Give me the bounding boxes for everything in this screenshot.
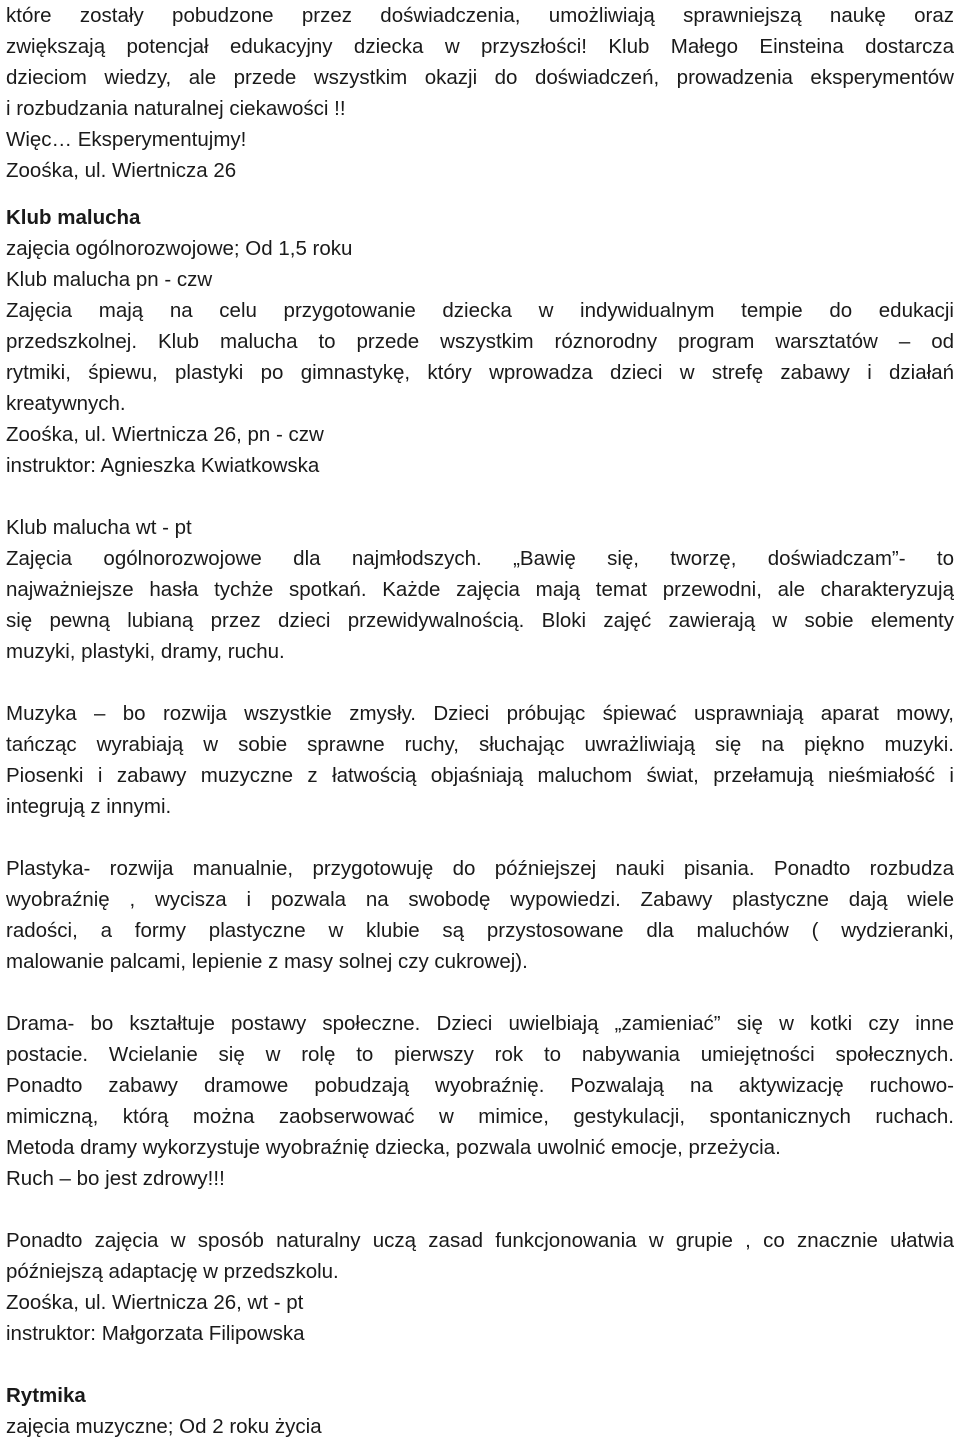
- intro-paragraph: [6, 0, 954, 186]
- location-line: Zoośka, ul. Wiertnicza 26: [6, 159, 237, 182]
- text-line: późniejszą adaptację w przedszkolu.: [6, 1260, 339, 1283]
- instructor-line: instruktor: Małgorzata Filipowska: [6, 1322, 305, 1345]
- section-subtitle: zajęcia ogólnorozwojowe; Od 1,5 roku: [6, 237, 353, 260]
- group-pn-czw: [6, 264, 954, 481]
- text-line: Ponadto zabawy dramowe pobudzają wyobraźnię. Pozwalają na aktywizację ruchowo-: [6, 1074, 954, 1097]
- section-heading-rytmika: Rytmika: [6, 1384, 86, 1407]
- text-line: mimiczną, którą można zaobserwować w mimice, gestykulacji, spontanicznych ruchach.: [6, 1105, 954, 1128]
- text-line: najważniejsze hasła tychże spotkań. Każde zajęcia mają temat przewodni, ale charakteryzują: [6, 578, 954, 601]
- group-title: Klub malucha pn - czw: [6, 268, 213, 291]
- text-line: się pewną lubianą przez dzieci przewidywalnością. Bloki zajęć zawierają w sobie elementy: [6, 609, 954, 632]
- text-line: integrują z innymi.: [6, 795, 172, 818]
- text-line: rytmiki, śpiewu, plastyki po gimnastykę, który wprowadza dzieci w strefę zabawy i działań: [6, 361, 954, 384]
- text-line: dzieciom wiedzy, ale przede wszystkim okazji do doświadczeń, prowadzenia eksperymentów: [6, 66, 954, 89]
- text-line: malowanie palcami, lepienie z masy solnej czy cukrowej).: [6, 950, 528, 973]
- location-line: Zoośka, ul. Wiertnicza 26, pn - czw: [6, 423, 324, 446]
- text-line: radości, a formy plastyczne w klubie są przystosowane dla maluchów ( wydzieranki,: [6, 919, 954, 942]
- text-line: Zajęcia ogólnorozwojowe dla najmłodszych. „Bawię się, tworzę, doświadczam”- to: [6, 547, 954, 570]
- text-line: przedszkolnej. Klub malucha to przede wszystkim róznorodny program warsztatów – od: [6, 330, 954, 353]
- text-line: Drama- bo kształtuje postawy społeczne. Dzieci uwielbiają „zamieniać” się w kotki czy inne: [6, 1012, 954, 1035]
- text-line: Zajęcia mają na celu przygotowanie dziecka w indywidualnym tempie do edukacji: [6, 299, 954, 322]
- text-line: Plastyka- rozwija manualnie, przygotowuję do późniejszej nauki pisania. Ponadto rozbudza: [6, 857, 954, 880]
- group-wt-pt: [6, 512, 954, 1349]
- text-line: Piosenki i zabawy muzyczne z łatwością objaśniają maluchom świat, przełamują nieśmiałość i: [6, 764, 954, 787]
- summary-paragraph: [6, 1225, 954, 1287]
- text-line: zwiększają potencjał edukacyjny dziecka w przyszłości! Klub Małego Einsteina dostarcza: [6, 35, 954, 58]
- text-line: kreatywnych.: [6, 392, 126, 415]
- text-line: postacie. Wcielanie się w rolę to pierwszy rok to nabywania umiejętności społecznych.: [6, 1043, 954, 1066]
- group-title: Klub malucha wt - pt: [6, 516, 192, 539]
- muzyka-paragraph: [6, 698, 954, 822]
- section-subtitle: zajęcia muzyczne; Od 2 roku życia: [6, 1415, 322, 1438]
- text-line: i rozbudzania naturalnej ciekawości !!: [6, 97, 346, 120]
- text-line: które zostały pobudzone przez doświadczenia, umożliwiają sprawniejszą naukę oraz: [6, 4, 954, 27]
- text-line: wyobraźnię , wycisza i pozwala na swobodę wypowiedzi. Zabawy plastyczne dają wiele: [6, 888, 954, 911]
- instructor-line: instruktor: Agnieszka Kwiatkowska: [6, 454, 320, 477]
- location-line: Zoośka, ul. Wiertnicza 26, wt - pt: [6, 1291, 304, 1314]
- text-line: muzyki, plastyki, dramy, ruchu.: [6, 640, 285, 663]
- text-line: Muzyka – bo rozwija wszystkie zmysły. Dzieci próbując śpiewać usprawniają aparat mowy,: [6, 702, 954, 725]
- text-line: tańcząc wyrabiają w sobie sprawne ruchy, słuchając uwrażliwiają się na piękno muzyki.: [6, 733, 954, 756]
- plastyka-paragraph: [6, 853, 954, 977]
- text-line: Ruch – bo jest zdrowy!!!: [6, 1167, 225, 1190]
- text-line: Metoda dramy wykorzystuje wyobraźnię dziecka, pozwala uwolnić emocje, przeżycia.: [6, 1136, 781, 1159]
- text-line: Ponadto zajęcia w sposób naturalny uczą zasad funkcjonowania w grupie , co znacznie ułatwia: [6, 1229, 954, 1252]
- drama-paragraph: [6, 1008, 954, 1194]
- text-line: Więc… Eksperymentujmy!: [6, 128, 247, 151]
- section-heading-klub-malucha: Klub malucha: [6, 206, 141, 229]
